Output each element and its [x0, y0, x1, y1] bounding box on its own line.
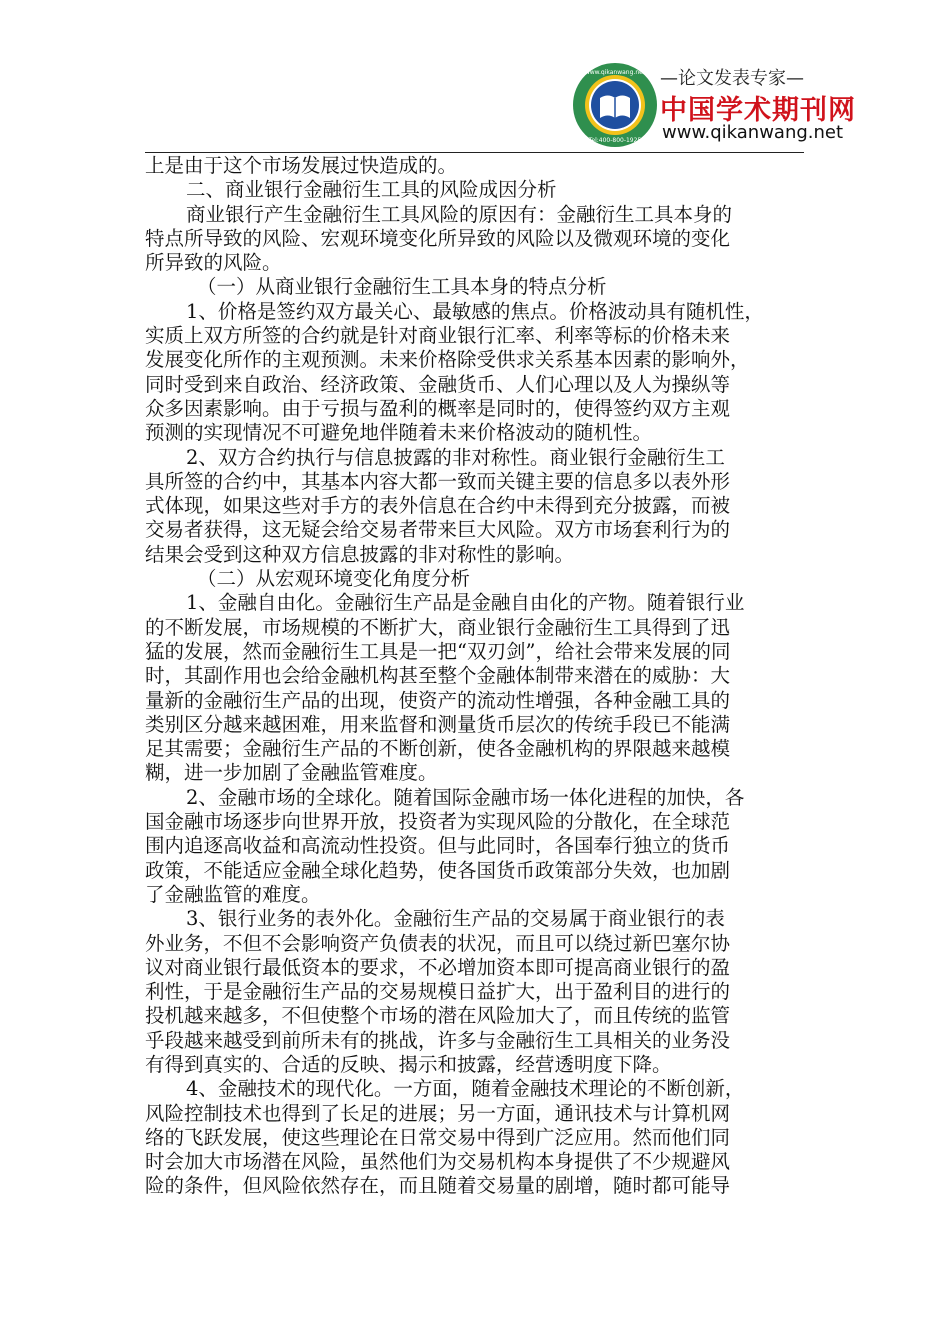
document-body [145, 154, 805, 1199]
text-line: 上是由于这个市场发展过快造成的。 [145, 154, 458, 177]
text-line: 围内追逐高收益和高流动性投资。但与此同时，各国奉行独立的货币 [145, 834, 731, 858]
text-line: 利性，于是金融衍生产品的交易规模日益扩大，出于盈利目的进行的 [145, 980, 731, 1004]
text-line: 糊，进一步加剧了金融监管难度。 [145, 761, 438, 785]
logo-url: www.qikanwang.net [662, 122, 844, 143]
text-line: 众多因素影响。由于亏损与盈利的概率是同时的，使得签约双方主观 [145, 396, 731, 420]
text-line: 具所签的合约中，其基本内容大都一致而关键主要的信息多以表外形 [145, 469, 731, 493]
logo-tagline: —论文发表专家— [660, 68, 804, 89]
text-line: 预测的实现情况不可避免地伴随着未来价格波动的随机性。 [145, 421, 653, 445]
text-line: 发展变化所作的主观预测。未来价格除受供求关系基本因素的影响外， [145, 348, 750, 372]
paragraph-line: 商业银行产生金融衍生工具风险的原因有：金融衍生工具本身的 [186, 202, 733, 226]
text-line: 类别区分越来越困难，用来监督和测量货币层次的传统手段已不能满 [145, 712, 731, 736]
text-line: 所异致的风险。 [145, 251, 282, 275]
text-line: 投机越来越多，不但使整个市场的潜在风险加大了，而且传统的监管 [145, 1004, 731, 1028]
text-line: 了金融监管的难度。 [145, 882, 321, 906]
text-line: 国金融市场逐步向世界开放，投资者为实现风险的分散化，在全球范 [145, 810, 731, 834]
subsection-heading: （二）从宏观环境变化角度分析 [197, 567, 471, 591]
text-line: 有得到真实的、合适的反映、揭示和披露，经营透明度下降。 [145, 1052, 672, 1076]
paragraph-line: 3、银行业务的表外化。金融衍生产品的交易属于商业银行的表 [186, 907, 725, 931]
site-logo [572, 62, 856, 152]
text-line: 特点所导致的风险、宏观环境变化所异致的风险以及微观环境的变化 [145, 226, 731, 250]
text-line: 时会加大市场潜在风险，虽然他们为交易机构本身提供了不少规避风 [145, 1150, 731, 1174]
text-line: 交易者获得，这无疑会给交易者带来巨大风险。双方市场套利行为的 [145, 518, 731, 542]
text-line: 量新的金融衍生产品的出现，使资产的流动性增强，各种金融工具的 [145, 688, 731, 712]
text-line: 实质上双方所签的合约就是针对商业银行汇率、利率等标的价格未来 [145, 324, 731, 348]
logo-site-name: 中国学术期刊网 [660, 95, 856, 126]
paragraph-line: 4、金融技术的现代化。一方面，随着金融技术理论的不断创新， [186, 1077, 745, 1101]
header-divider [145, 152, 804, 153]
text-line: 政策，不能适应金融全球化趋势，使各国货币政策部分失效，也加剧 [145, 858, 731, 882]
seal-logo-icon [572, 62, 658, 148]
text-line: 的不断发展，市场规模的不断扩大，商业银行金融衍生工具得到了迅 [145, 615, 731, 639]
text-line: 猛的发展，然而金融衍生工具是一把“双刃剑”，给社会带来发展的同 [145, 639, 731, 663]
paragraph-line: 2、双方合约执行与信息披露的非对称性。商业银行金融衍生工 [186, 445, 725, 469]
text-line: 足其需要；金融衍生产品的不断创新，使各金融机构的界限越来越模 [145, 737, 731, 761]
text-line: 险的条件，但风险依然存在，而且随着交易量的剧增，随时都可能导 [145, 1174, 731, 1198]
section-heading: 二、商业银行金融衍生工具的风险成因分析 [186, 178, 557, 202]
text-line: 络的飞跃发展，使这些理论在日常交易中得到广泛应用。然而他们同 [145, 1125, 731, 1149]
text-line: 时，其副作用也会给金融机构甚至整个金融体制带来潜在的威胁：大 [145, 664, 731, 688]
text-line: 乎段越来越受到前所未有的挑战，许多与金融衍生工具相关的业务没 [145, 1028, 731, 1052]
text-line: 式体现，如果这些对手方的表外信息在合约中未得到充分披露，而被 [145, 494, 731, 518]
text-line: 外业务，不但不会影响资产负债表的状况，而且可以绕过新巴塞尔协 [145, 931, 731, 955]
seal-top-text: www.qikanwang.net [584, 69, 646, 76]
text-line: 结果会受到这种双方信息披露的非对称性的影响。 [145, 542, 575, 566]
text-line: 同时受到来自政治、经济政策、金融货币、人们心理以及人为操纵等 [145, 372, 731, 396]
text-line: 风险控制技术也得到了长足的进展；另一方面，通讯技术与计算机网 [145, 1101, 731, 1125]
seal-bottom-text: Tel:400-800-1925 [588, 137, 642, 144]
subsection-heading: （一）从商业银行金融衍生工具本身的特点分析 [197, 275, 607, 299]
paragraph-line: 1、价格是签约双方最关心、最敏感的焦点。价格波动具有随机性， [186, 299, 764, 323]
text-line: 议对商业银行最低资本的要求，不必增加资本即可提高商业银行的盈 [145, 955, 731, 979]
paragraph-line: 1、金融自由化。金融衍生产品是金融自由化的产物。随着银行业 [186, 591, 745, 615]
paragraph-line: 2、金融市场的全球化。随着国际金融市场一体化进程的加快，各 [186, 785, 745, 809]
